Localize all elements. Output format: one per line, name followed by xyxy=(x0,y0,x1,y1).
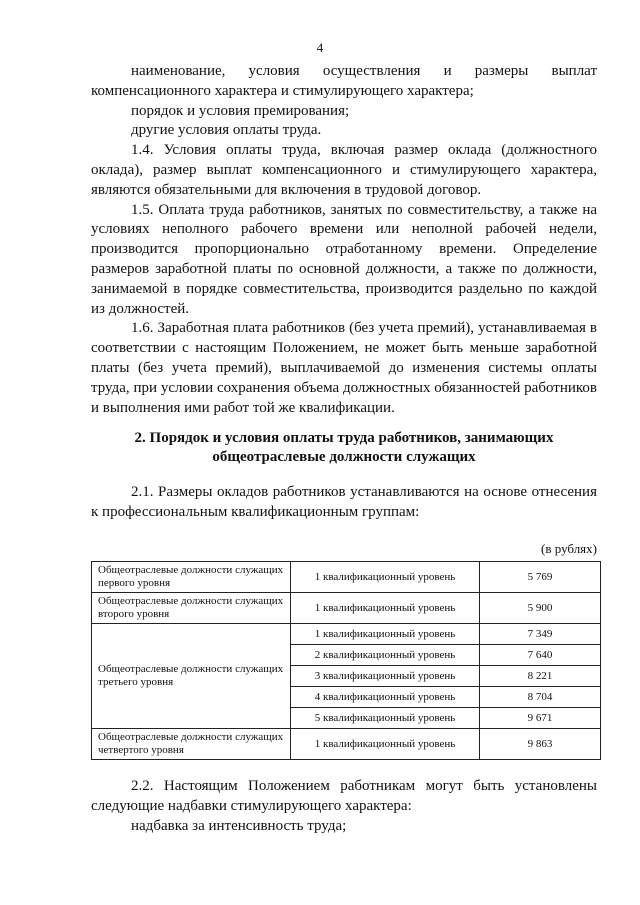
salary-cell: 9 863 xyxy=(480,729,601,760)
intro-line-2: порядок и условия премирования; xyxy=(131,102,350,119)
unit-label: (в рублях) xyxy=(541,541,597,556)
page-number: 4 xyxy=(316,40,324,55)
salary-cell: 5 769 xyxy=(480,562,601,593)
salary-cell: 7 349 xyxy=(480,624,601,645)
section-heading-line-1: 2. Порядок и условия оплаты труда работников, занимающих xyxy=(134,430,554,446)
level-cell: 3 квалификационный уровень xyxy=(291,666,480,687)
salary-cell: 8 221 xyxy=(480,666,601,687)
table-row xyxy=(92,562,601,593)
paragraph-2-1-block xyxy=(91,483,597,523)
last-line: надбавка за интенсивность труда; xyxy=(131,818,347,834)
document-body-top xyxy=(91,62,597,418)
section-heading xyxy=(91,429,597,467)
level-cell: 2 квалификационный уровень xyxy=(291,645,480,666)
paragraph-1-6: 1.6. Заработная плата работников (без учета премий), устанавливаемая в соответствии с настоящим Положением, не может быть меньше заработной платы (без учета премий), выплачиваемой до изменения системы оплаты труда, при условии сохранения объема должностных обязанностей работников и выполнения ими работ той же квалификации. xyxy=(91,320,597,416)
paragraph-1-5: 1.5. Оплата труда работников, занятых по совместительству, а также на условиях неполного рабочего времени или неполной рабочей недели, производится пропорционально отработанному времени. Определение размеров заработной платы по основной должности, а также по должности, занимаемой в порядке совместительства, производится раздельно по каждой из должностей. xyxy=(91,201,597,317)
group-cell: Общеотраслевые должности служащих второго уровня xyxy=(92,593,291,624)
level-cell: 5 квалификационный уровень xyxy=(291,708,480,729)
paragraph-2-1: 2.1. Размеры окладов работников устанавливаются на основе отнесения к профессиональным квалификационным группам: xyxy=(91,484,597,520)
group-cell: Общеотраслевые должности служащих четвертого уровня xyxy=(92,729,291,760)
level-cell: 1 квалификационный уровень xyxy=(291,729,480,760)
table-row xyxy=(92,593,601,624)
paragraph-2-2: 2.2. Настоящим Положением работникам могут быть установлены следующие надбавки стимулирующего характера: xyxy=(91,778,597,814)
table-row xyxy=(92,624,601,645)
table-row xyxy=(92,729,601,760)
group-cell: Общеотраслевые должности служащих третьего уровня xyxy=(92,624,291,729)
salary-cell: 7 640 xyxy=(480,645,601,666)
salary-cell: 9 671 xyxy=(480,708,601,729)
paragraph-1-4: 1.4. Условия оплаты труда, включая размер оклада (должностного оклада), размер выплат компенсационного и стимулирующего характера, являются обязательными для включения в трудовой договор. xyxy=(91,142,597,198)
salary-cell: 5 900 xyxy=(480,593,601,624)
level-cell: 4 квалификационный уровень xyxy=(291,687,480,708)
group-cell: Общеотраслевые должности служащих первого уровня xyxy=(92,562,291,593)
salary-cell: 8 704 xyxy=(480,687,601,708)
salary-table xyxy=(91,561,601,760)
level-cell: 1 квалификационный уровень xyxy=(291,562,480,593)
level-cell: 1 квалификационный уровень xyxy=(291,624,480,645)
section-heading-line-2: общеотраслевые должности служащих xyxy=(212,449,476,465)
level-cell: 1 квалификационный уровень xyxy=(291,593,480,624)
document-body-bottom xyxy=(91,776,597,836)
intro-line-1: наименование, условия осуществления и размеры выплат компенсационного характера и стимулирующего характера; xyxy=(91,63,597,99)
intro-line-3: другие условия оплаты труда. xyxy=(131,122,322,139)
